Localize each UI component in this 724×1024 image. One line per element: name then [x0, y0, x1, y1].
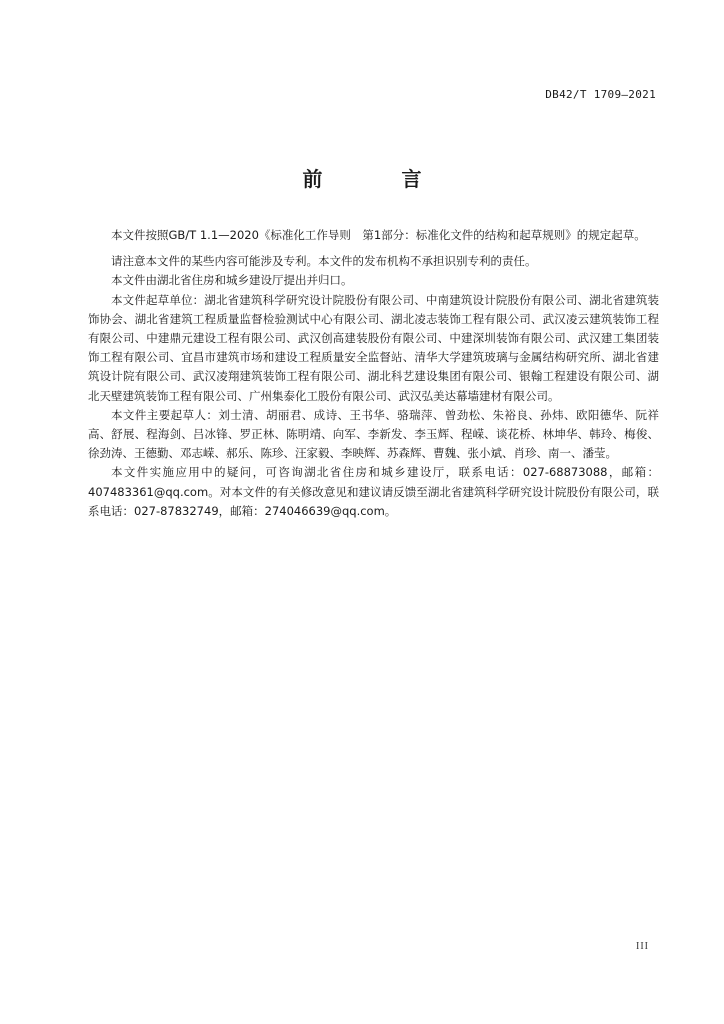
paragraph-drafting-units: 本文件起草单位：湖北省建筑科学研究设计院股份有限公司、中南建筑设计院股份有限公司、湖北省建筑装饰协会、湖北省建筑工程质量监督检验测试中心有限公司、湖北凌志装饰工程有限公司、武汉凌云建筑装饰工程有限公司、中建鼎元建设工程有限公司、武汉创高建装股份有限公司、中建深圳装饰有限公司、武汉建工集团装饰工程有限公司、宜昌市建筑市场和建设工程质量安全监督站、清华大学建筑玻璃与金属结构研究所、湖北省建筑设计院有限公司、武汉凌翔建筑装饰工程有限公司、湖北科艺建设集团有限公司、银翰工程建设有限公司、湖北天壁建筑装饰工程有限公司、广州集泰化工股份有限公司、武汉弘美达幕墙建材有限公司。	[88, 292, 659, 403]
document-body	[88, 226, 659, 521]
standard-code: DB42/T 1709—2021	[545, 88, 656, 101]
paragraph-proposer: 本文件由湖北省住房和城乡建设厅提出并归口。	[111, 273, 353, 288]
paragraph-patent-notice: 请注意本文件的某些内容可能涉及专利。本文件的发布机构不承担识别专利的责任。	[111, 254, 537, 269]
paragraph-contact: 本文件实施应用中的疑问，可咨询湖北省住房和城乡建设厅，联系电话：027-68873088，邮箱：407483361@qq.com。对本文件的有关修改意见和建议请反馈至湖北省建筑科学研究设计院股份有限公司，联系电话：027-87832749，邮箱：274046639@qq.com。	[88, 465, 659, 518]
paragraph-drafters: 本文件主要起草人：刘士清、胡丽君、成诗、王书华、骆瑞萍、曾劲松、朱裕良、孙炜、欧阳德华、阮祥高、舒展、程海剑、吕冰锋、罗正林、陈明靖、向军、李新发、李玉辉、程嵘、谈花桥、林坤华、韩玲、梅俊、徐劲涛、王德勤、邓志嵘、郝乐、陈珍、汪家毅、李映辉、苏森辉、曹魏、张小斌、肖珍、南一、潘莹。	[88, 407, 659, 461]
page-number: III	[636, 941, 649, 952]
page-title: 前 言	[302, 167, 458, 191]
paragraph-drafting-rules: 本文件按照GB/T 1.1—2020《标准化工作导则 第1部分：标准化文件的结构和起草规则》的规定起草。	[111, 228, 646, 242]
